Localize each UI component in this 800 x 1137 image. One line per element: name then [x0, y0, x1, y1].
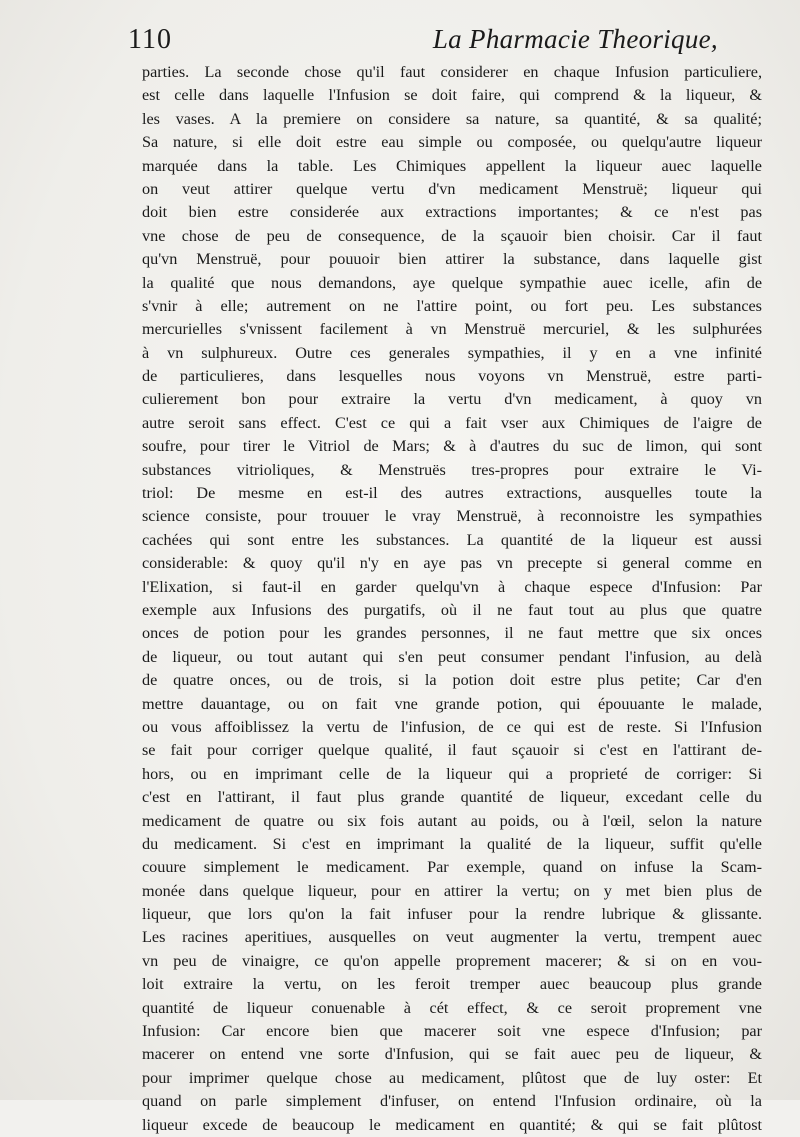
- text-line: medicament de quatre ou six fois autant au poids, ou à l'œil, selon la nature: [142, 811, 762, 830]
- text-line: vn peu de vinaigre, ce qu'on appelle proprement macerer; & si on en vou-: [142, 951, 762, 970]
- page-header: [128, 22, 778, 62]
- text-line: doit bien estre considerée aux extractions importantes; & ce n'est pas: [142, 203, 762, 222]
- text-line: pour imprimer quelque chose au medicament, plûtost que de luy oster: Et: [142, 1068, 762, 1087]
- text-line: triol: De mesme en est-il des autres extractions, ausquelles toute la: [142, 484, 762, 503]
- text-line: vne chose de peu de consequence, de la sçauoir bien choisir. Car il faut: [142, 226, 762, 245]
- text-line: onces de potion pour les grandes personnes, il ne faut mettre que six onces: [142, 624, 762, 643]
- text-line: de liqueur, ou tout autant qui s'en peut consumer pendant l'infusion, au delà: [142, 647, 762, 666]
- text-line: autre seroit sans effect. C'est ce qui a fait vser aux Chimiques de l'aigre de: [142, 413, 762, 432]
- text-line: la qualité que nous demandons, aye quelque sympathie auec icelle, afin de: [142, 273, 762, 292]
- text-line: ou vous affoiblissez la vertu de l'infusion, de ce qui est de reste. Si l'Infusion: [142, 717, 762, 736]
- text-line: mercurielles s'vnissent facilement à vn Menstruë mercuriel, & les sulphurées: [142, 320, 762, 339]
- text-line: les vases. A la premiere on considere sa nature, sa quantité, & sa qualité;: [142, 109, 762, 128]
- text-line: qu'vn Menstruë, pour pouuoir bien attirer la substance, dans laquelle gist: [142, 250, 762, 269]
- text-line: science consiste, pour trouuer le vray Menstruë, à reconnoistre les sympathies: [142, 507, 762, 526]
- text-line: marquée dans la table. Les Chimiques appellent la liqueur auec laquelle: [142, 156, 762, 175]
- text-line: couure simplement le medicament. Par exemple, quand on infuse la Scam-: [142, 858, 762, 877]
- text-line: liqueur excede de beaucoup le medicament en quantité; & qui se fait plûtost: [142, 1115, 762, 1134]
- text-line: monée dans quelque liqueur, pour en attirer la vertu; on y met bien plus de: [142, 881, 762, 900]
- text-line: exemple aux Infusions des purgatifs, où il ne faut tout au plus que quatre: [142, 600, 762, 619]
- text-line: quantité de liqueur conuenable à cét effect, & ce seroit proprement vne: [142, 998, 762, 1017]
- text-line: Sa nature, si elle doit estre eau simple ou composée, ou quelqu'autre liqueur: [142, 133, 762, 152]
- text-line: Infusion: Car encore bien que macerer soit vne espece d'Infusion; par: [142, 1022, 762, 1041]
- text-line: à vn sulphureux. Outre ces generales sympathies, il y en a vne infinité: [142, 343, 762, 362]
- text-line: de quatre onces, ou de trois, si la potion doit estre plus petite; Car d'en: [142, 671, 762, 690]
- running-title: La Pharmacie Theorique,: [432, 24, 718, 54]
- text-line: s'vnir à elle; autrement on ne l'attire point, ou fort peu. Les substances: [142, 296, 762, 315]
- text-line: mettre dauantage, ou on fait vne grande potion, qui épouuante le malade,: [142, 694, 762, 713]
- text-line: quand on parle simplement d'infuser, on entend l'Infusion ordinaire, où la: [142, 1092, 762, 1111]
- text-line: l'Elixation, si faut-il en garder quelqu'vn à chaque espece d'Infusion: Par: [142, 577, 762, 596]
- body-text: [142, 61, 762, 1137]
- text-line: macerer on entend vne sorte d'Infusion, qui se fait auec peu de liqueur, &: [142, 1045, 762, 1064]
- text-line: c'est en l'attirant, il faut plus grande quantité de liqueur, excedant celle du: [142, 788, 762, 807]
- text-line: de particulieres, dans lesquelles nous voyons vn Menstruë, estre parti-: [142, 367, 762, 386]
- text-line: liqueur, que lors qu'on la fait infuser pour la rendre lubrique & glissante.: [142, 905, 762, 924]
- text-line: hors, ou en imprimant celle de la liqueur qui a proprieté de corriger: Si: [142, 764, 762, 783]
- text-line: considerable: & quoy qu'il n'y en aye pas vn precepte si general comme en: [142, 554, 762, 573]
- text-line: loit extraire la vertu, on les feroit tremper auec beaucoup plus grande: [142, 975, 762, 994]
- text-line: du medicament. Si c'est en imprimant la qualité de la liqueur, suffit qu'elle: [142, 834, 762, 853]
- text-line: on veut attirer quelque vertu d'vn medicament Menstruë; liqueur qui: [142, 179, 762, 198]
- text-line: culierement bon pour extraire la vertu d'vn medicament, à quoy vn: [142, 390, 762, 409]
- text-line: soufre, pour tirer le Vitriol de Mars; & à d'autres du suc de limon, qui sont: [142, 437, 762, 456]
- text-line: substances vitrioliques, & Menstruës tres-propres pour extraire le Vi-: [142, 460, 762, 479]
- text-line: Les racines aperitiues, ausquelles on veut augmenter la vertu, trempent auec: [142, 928, 762, 947]
- page-number: 110: [128, 24, 172, 55]
- text-line: est celle dans laquelle l'Infusion se doit faire, qui comprend & la liqueur, &: [142, 86, 762, 105]
- text-line: se fait pour corriger quelque qualité, il faut sçauoir si c'est en l'attirant de-: [142, 741, 762, 760]
- text-line: parties. La seconde chose qu'il faut considerer en chaque Infusion particuliere,: [142, 63, 762, 81]
- text-line: cachées qui sont entre les substances. La quantité de la liqueur est aussi: [142, 530, 762, 549]
